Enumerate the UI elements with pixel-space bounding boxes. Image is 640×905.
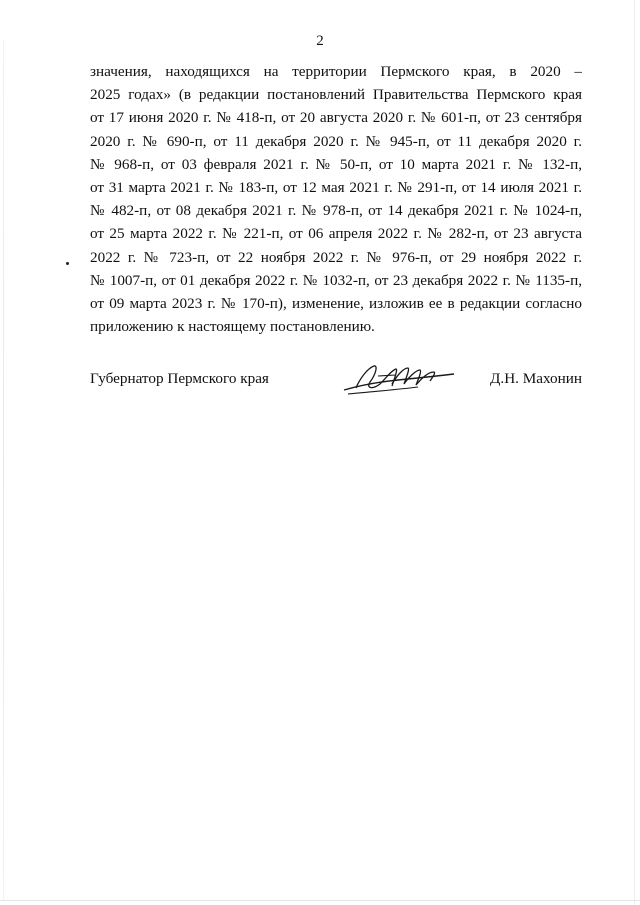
body-line: 2020 г. № 690-п, от 11 декабря 2020 г. № 945-п, от 11 декабря 2020 г. (90, 132, 582, 150)
body-line: от 31 марта 2021 г. № 183-п, от 12 мая 2021 г. № 291-п, от 14 июля 2021 г. (90, 178, 582, 196)
signatory-name: Д.Н. Махонин (490, 370, 582, 387)
scan-edge-left (3, 40, 4, 900)
body-line: 2025 годах» (в редакции постановлений Правительства Пермского края (90, 86, 582, 104)
body-line: 2022 г. № 723-п, от 22 ноября 2022 г. № 976-п, от 29 ноября 2022 г. (90, 248, 582, 266)
body-line: приложению к настоящему постановлению. (90, 318, 375, 336)
signatory-title: Губернатор Пермского края (90, 370, 269, 387)
stray-dot-mark (66, 262, 69, 265)
body-line: от 17 июня 2020 г. № 418-п, от 20 августа 2020 г. № 601-п, от 23 сентября (90, 109, 582, 127)
scan-edge-right (634, 0, 635, 905)
body-line: от 09 марта 2023 г. № 170-п), изменение, изложив ее в редакции согласно (90, 294, 582, 312)
body-line: от 25 марта 2022 г. № 221-п, от 06 апреля 2022 г. № 282-п, от 23 августа (90, 225, 582, 243)
handwritten-signature (338, 360, 458, 400)
body-text (90, 60, 582, 338)
scan-edge-bottom (0, 900, 640, 901)
body-line: № 482-п, от 08 декабря 2021 г. № 978-п, от 14 декабря 2021 г. № 1024-п, (90, 202, 582, 220)
body-line: № 1007-п, от 01 декабря 2022 г. № 1032-п, от 23 декабря 2022 г. № 1135-п, (90, 271, 582, 289)
page-number: 2 (316, 33, 324, 49)
body-line: № 968-п, от 03 февраля 2021 г. № 50-п, от 10 марта 2021 г. № 132-п, (90, 155, 582, 173)
signature-block (90, 366, 582, 402)
body-line: значения, находящихся на территории Пермского края, в 2020 – (90, 63, 582, 80)
